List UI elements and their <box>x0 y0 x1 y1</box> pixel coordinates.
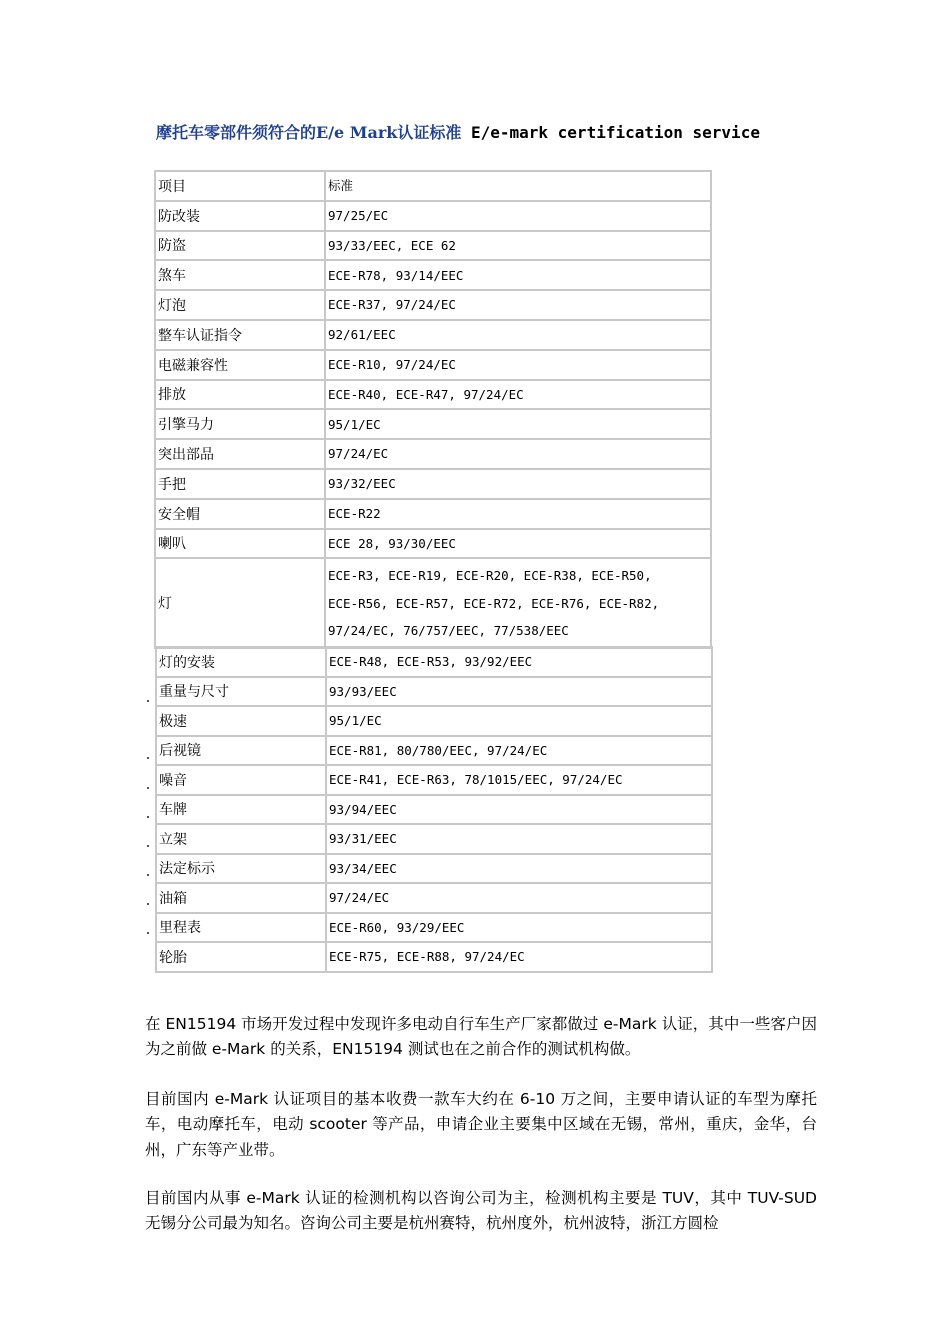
standard-cell: ECE-R48, ECE-R53, 93/92/EEC <box>326 647 712 677</box>
item-cell: 引擎马力 <box>155 409 325 439</box>
standard-cell: ECE-R40, ECE-R47, 97/24/EC <box>325 380 711 410</box>
standard-cell: 95/1/EC <box>325 409 711 439</box>
item-cell: 防改装 <box>155 201 325 231</box>
standard-column-header: 标准 <box>325 171 711 201</box>
standard-cell: ECE-R37, 97/24/EC <box>325 290 711 320</box>
item-cell: 排放 <box>155 380 325 410</box>
standard-line: ECE-R56, ECE-R57, ECE-R72, ECE-R76, ECE-R82, <box>328 595 660 611</box>
table-row <box>155 529 711 559</box>
standards-table-part2 <box>155 646 713 973</box>
table-row <box>155 320 711 350</box>
standard-cell: ECE-R22 <box>325 499 711 529</box>
margin-mark <box>147 816 149 818</box>
item-column-header: 项目 <box>155 171 325 201</box>
item-cell: 立架 <box>156 824 326 854</box>
margin-mark <box>147 700 149 702</box>
item-cell: 噪音 <box>156 765 326 795</box>
table-row <box>155 558 711 648</box>
standard-cell: ECE-R41, ECE-R63, 78/1015/EEC, 97/24/EC <box>326 765 712 795</box>
table-row <box>155 260 711 290</box>
table-row <box>155 350 711 380</box>
margin-mark <box>147 757 149 759</box>
item-cell: 灯 <box>155 558 325 648</box>
standard-line: ECE-R3, ECE-R19, ECE-R20, ECE-R38, ECE-R50, <box>328 568 652 584</box>
standard-cell <box>325 558 711 648</box>
item-cell: 里程表 <box>156 913 326 943</box>
standard-cell: 92/61/EEC <box>325 320 711 350</box>
standard-cell: 93/34/EEC <box>326 854 712 884</box>
standard-cell: 93/93/EEC <box>326 677 712 707</box>
paragraph-agencies: 目前国内从事 e-Mark 认证的检测机构以咨询公司为主，检测机构主要是 TUV，其中 TUV-SUD 无锡分公司最为知名。咨询公司主要是杭州赛特，杭州度外，杭州波特，浙江方圆检 <box>145 1188 817 1232</box>
standard-cell: 97/24/EC <box>325 439 711 469</box>
table-row <box>155 231 711 261</box>
item-cell: 突出部品 <box>155 439 325 469</box>
standard-line: 97/24/EC, 76/757/EEC, 77/538/EEC <box>328 623 569 639</box>
item-cell: 灯泡 <box>155 290 325 320</box>
item-cell: 灯的安装 <box>156 647 326 677</box>
standard-cell: 93/33/EEC, ECE 62 <box>325 231 711 261</box>
paragraph-en15194: 在 EN15194 市场开发过程中发现许多电动自行车生产厂家都做过 e-Mark 认证，其中一些客户因为之前做 e-Mark 的关系，EN15194 测试也在之前合作的测试机构做。 <box>145 1014 817 1058</box>
table-row <box>156 824 712 854</box>
item-cell: 喇叭 <box>155 529 325 559</box>
item-cell: 手把 <box>155 469 325 499</box>
standard-cell: ECE-R10, 97/24/EC <box>325 350 711 380</box>
standards-table-part1 <box>154 170 712 649</box>
item-cell: 油箱 <box>156 883 326 913</box>
item-cell: 电磁兼容性 <box>155 350 325 380</box>
heading-chinese: 摩托车零部件须符合的E/e Mark认证标准 <box>156 123 462 142</box>
margin-mark <box>147 903 149 905</box>
table-row <box>156 942 712 972</box>
item-cell: 重量与尺寸 <box>156 677 326 707</box>
item-cell: 后视镜 <box>156 736 326 766</box>
document-heading <box>156 120 816 143</box>
margin-mark <box>147 845 149 847</box>
table-row <box>156 913 712 943</box>
table-row <box>155 380 711 410</box>
standard-cell: ECE-R75, ECE-R88, 97/24/EC <box>326 942 712 972</box>
margin-mark <box>147 787 149 789</box>
margin-mark <box>147 932 149 934</box>
table-row <box>156 677 712 707</box>
standard-cell: 93/94/EEC <box>326 795 712 825</box>
heading-english: E/e-mark certification service <box>470 123 760 142</box>
table-row <box>156 736 712 766</box>
table-row <box>156 765 712 795</box>
standard-cell: 93/31/EEC <box>326 824 712 854</box>
item-cell: 车牌 <box>156 795 326 825</box>
item-cell: 轮胎 <box>156 942 326 972</box>
table-row <box>155 201 711 231</box>
table-row <box>156 647 712 677</box>
table-row <box>155 290 711 320</box>
standard-cell: 93/32/EEC <box>325 469 711 499</box>
table-row <box>156 883 712 913</box>
table-row <box>156 706 712 736</box>
table-row <box>155 499 711 529</box>
standard-cell: 95/1/EC <box>326 706 712 736</box>
standard-cell: ECE-R81, 80/780/EEC, 97/24/EC <box>326 736 712 766</box>
standard-cell: 97/25/EC <box>325 201 711 231</box>
standard-cell: 97/24/EC <box>326 883 712 913</box>
item-cell: 法定标示 <box>156 854 326 884</box>
item-cell: 整车认证指令 <box>155 320 325 350</box>
standard-cell: ECE-R78, 93/14/EEC <box>325 260 711 290</box>
item-cell: 煞车 <box>155 260 325 290</box>
margin-mark <box>147 874 149 876</box>
item-cell: 极速 <box>156 706 326 736</box>
table-header-row <box>155 171 711 201</box>
item-cell: 防盗 <box>155 231 325 261</box>
standard-cell: ECE 28, 93/30/EEC <box>325 529 711 559</box>
table-row <box>156 854 712 884</box>
table-row <box>156 795 712 825</box>
table-row <box>155 439 711 469</box>
paragraph-fees: 目前国内 e-Mark 认证项目的基本收费一款车大约在 6-10 万之间，主要申请认证的车型为摩托车，电动摩托车，电动 scooter 等产品，申请企业主要集中区域在无锡，常州，重庆，金华，台州，广东等产业带。 <box>145 1089 817 1159</box>
table-row <box>155 409 711 439</box>
item-cell: 安全帽 <box>155 499 325 529</box>
table-row <box>155 469 711 499</box>
standard-cell: ECE-R60, 93/29/EEC <box>326 913 712 943</box>
